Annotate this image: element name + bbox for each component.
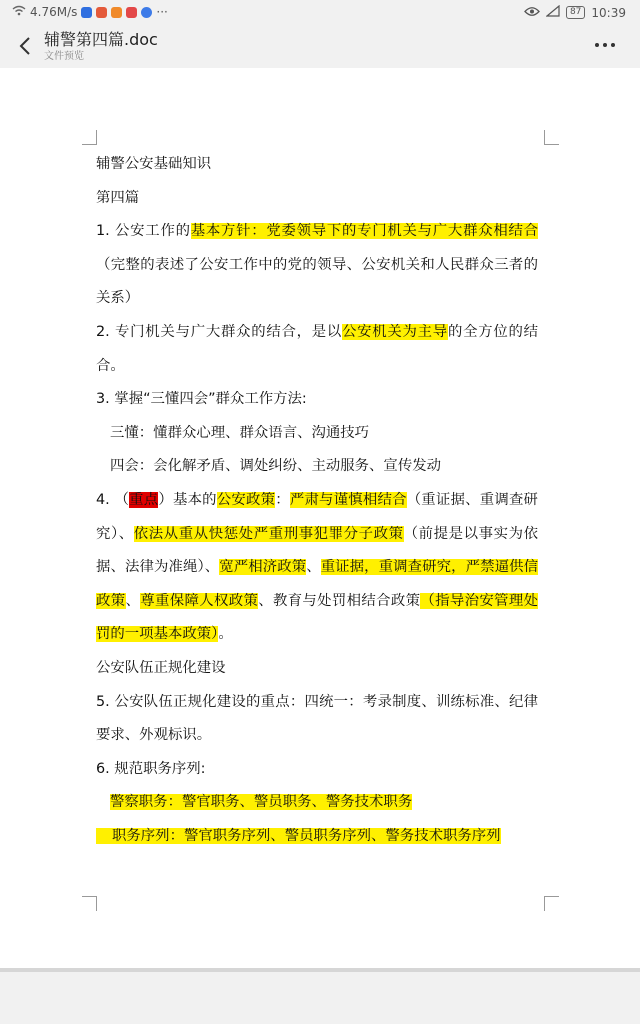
text-run: 。 (218, 626, 233, 643)
highlighted-text: 依法从重从快惩处严重刑事犯罪分子政策 (133, 525, 404, 542)
back-button[interactable] (14, 32, 38, 60)
text-run: 、 (306, 559, 321, 576)
chevron-left-icon (14, 32, 38, 60)
paragraph-3b: 四会：会化解矛盾、调处纠纷、主动服务、宣传发动 (110, 458, 441, 475)
app-notification-icon (111, 7, 122, 18)
page-margin-mark (82, 896, 97, 911)
text-run: 2. 专门机关与广大群众的结合，是以 (96, 323, 343, 340)
page-divider (0, 968, 640, 972)
wifi-icon (12, 5, 26, 19)
highlighted-text: 基本方针：党委领导下的专门机关与广大群众相结合 (190, 223, 538, 240)
document-content (96, 148, 538, 853)
more-icon (592, 34, 618, 56)
text-run: ： (275, 491, 290, 508)
paragraph-5: 5. 公安队伍正规化建设的重点：四统一：考录制度、训练标准、纪律要求、外观标识。 (96, 693, 538, 744)
text-run: 的全方位的结合。 (96, 323, 538, 374)
doc-title: 辅警公安基础知识 (96, 156, 212, 172)
doc-subtitle: 第四篇 (96, 189, 140, 206)
eye-icon (524, 6, 540, 20)
page-margin-mark (544, 130, 559, 145)
highlighted-text: 尊重保障人权政策 (140, 592, 259, 609)
paragraph-3a: 三懂：懂群众心理、群众语言、沟通技巧 (110, 424, 370, 441)
page-margin-mark (544, 896, 559, 911)
paragraph-1 (96, 215, 538, 316)
red-highlighted-text: 重点 (129, 491, 159, 508)
app-notification-icon (96, 7, 107, 18)
app-notification-icon (81, 7, 92, 18)
text-run: 1. 公安工作的 (96, 223, 191, 240)
document-subtitle: 文件预览 (44, 51, 84, 62)
section-heading: 公安队伍正规化建设 (96, 659, 226, 676)
page-margin-mark (82, 130, 97, 145)
paragraph-2 (96, 316, 538, 383)
signal-icon (546, 5, 560, 20)
network-speed: 4.76M/s (30, 5, 78, 19)
text-run: （完整的表述了公安工作中的党的领导、公安机关和人民群众三者的关系） (96, 256, 538, 307)
text-run: 、教育与处罚相结合政策 (258, 592, 421, 609)
text-run: ）基本的 (158, 491, 217, 508)
paragraph-6b (96, 820, 538, 854)
more-options-button[interactable] (592, 34, 618, 56)
app-notification-icon (141, 7, 152, 18)
highlighted-text: 职务序列：警官职务序列、警员职务序列、警务技术职务序列 (96, 828, 501, 844)
highlighted-text: 公安政策 (216, 491, 276, 508)
text-run: （重证据、重调查研究）、 (96, 491, 538, 542)
clock: 10:39 (591, 5, 626, 20)
document-title: 辅警第四篇.doc (44, 30, 158, 49)
text-run: 4. （ (96, 491, 130, 508)
highlighted-text: 重证据，重调查研究，严禁逼供信政策 (96, 559, 538, 609)
highlighted-text: 警察职务：警官职务、警员职务、警务技术职务 (110, 794, 413, 811)
text-run: 、 (125, 592, 141, 609)
highlighted-text: 宽严相济政策 (219, 559, 307, 576)
highlighted-text: 严肃与谨慎相结合 (289, 491, 407, 508)
paragraph-6: 6. 规范职务序列: (96, 760, 206, 777)
battery-indicator: 87 (566, 6, 585, 19)
text-run: （前提是以事实为依据、法律为准绳）、 (96, 525, 538, 576)
app-header (0, 26, 640, 68)
highlighted-text: 公安机关为主导 (342, 323, 448, 340)
paragraph-3: 3. 掌握“三懂四会”群众工作方法: (96, 391, 307, 408)
paragraph-6a (96, 786, 538, 820)
more-notifications-icon: ··· (156, 5, 168, 19)
paragraph-4 (96, 484, 538, 652)
highlighted-text: （指导治安管理处罚的一项基本政策） (96, 592, 538, 643)
document-page[interactable] (0, 68, 640, 968)
app-notification-icon (126, 7, 137, 18)
status-bar (0, 0, 640, 26)
